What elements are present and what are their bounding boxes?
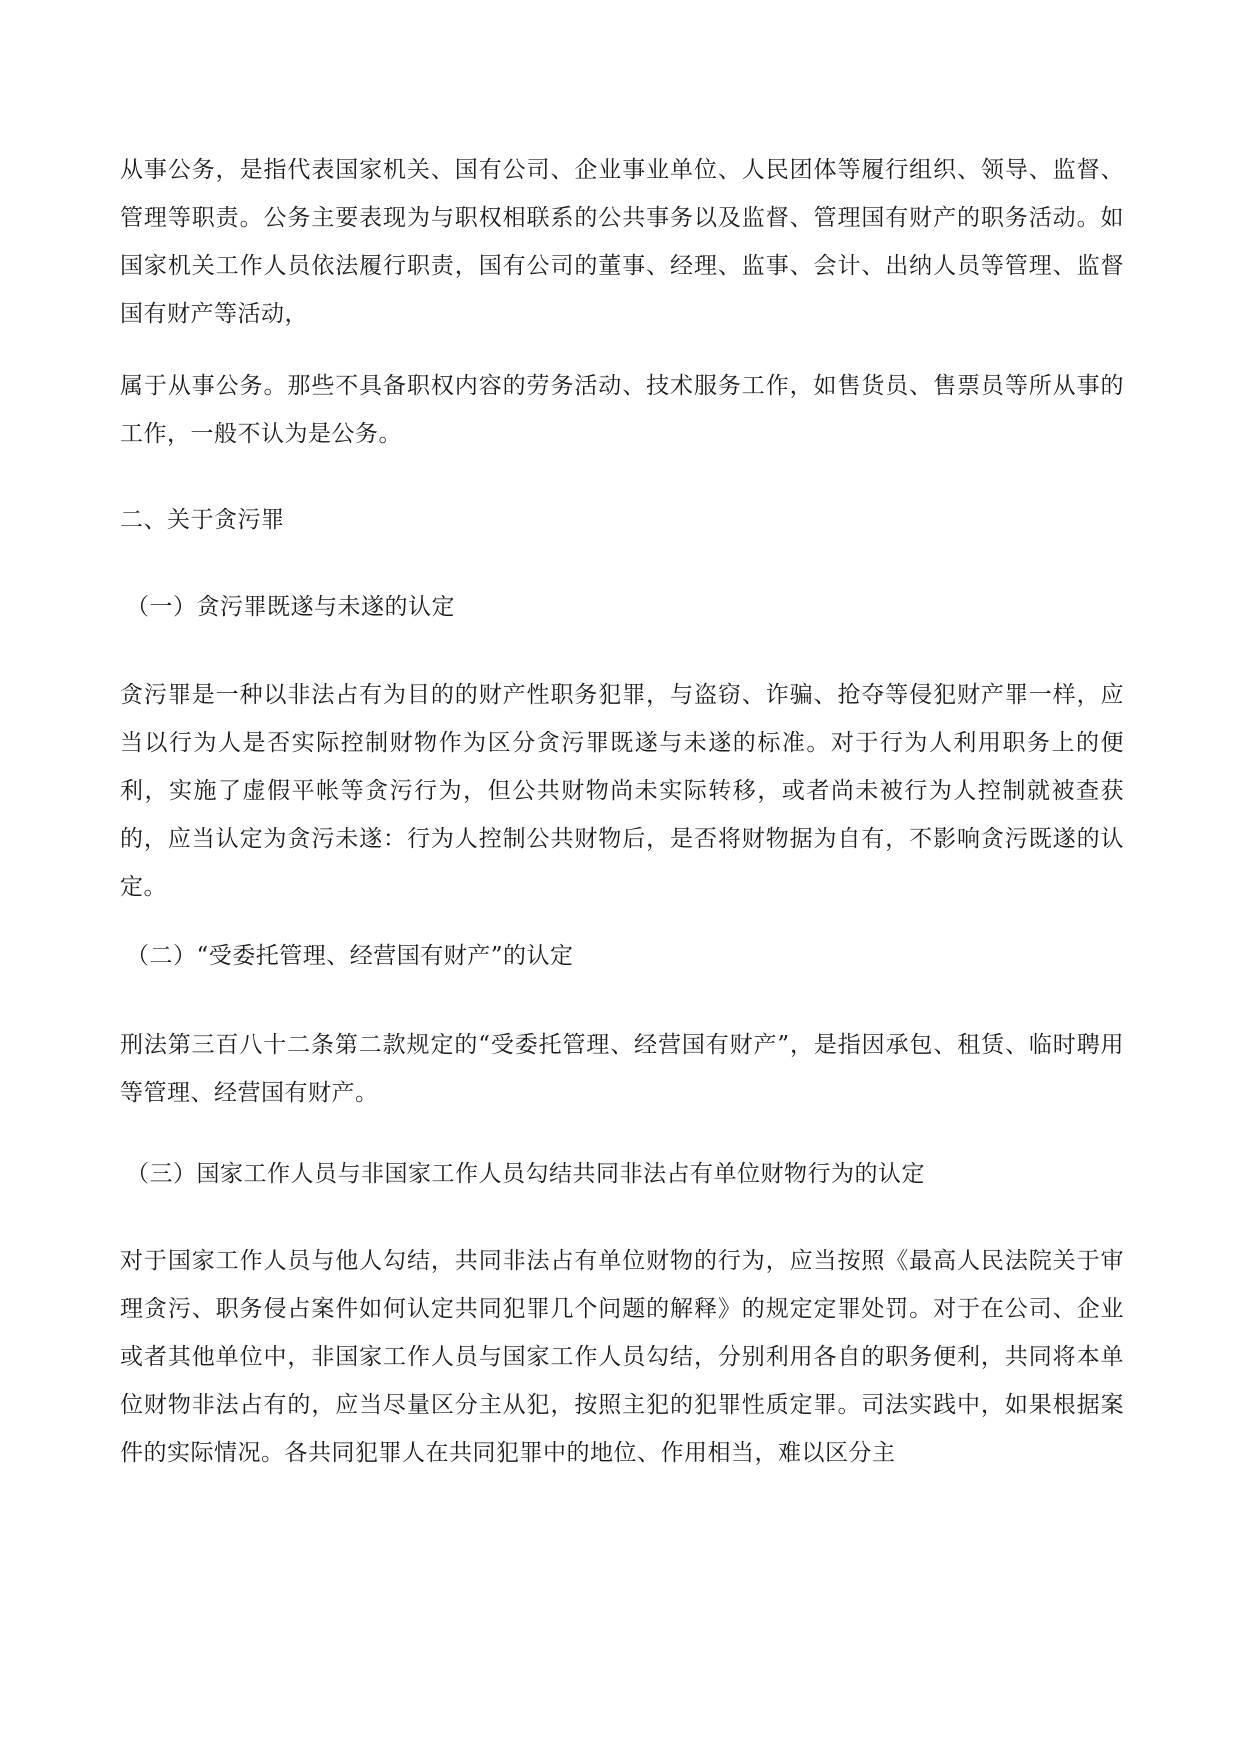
paragraph-collusion: 对于国家工作人员与他人勾结，共同非法占有单位财物的行为，应当按照《最高人民法院关于审理贪污、职务侵占案件如何认定共同犯罪几个问题的解释》的规定定罪处罚。对于在公司、企业或者其他单位中，非国家工作人员与国家工作人员勾结，分别利用各自的职务便利，共同将本单位财物非法占有的，应当尽量区分主从犯，按照主犯的犯罪性质定罪。司法实践中，如果根据案件的实际情况。各共同犯罪人在共同犯罪中的地位、作用相当，难以区分主 (120, 1248, 1124, 1466)
paragraph-public-duty-definition: 从事公务，是指代表国家机关、国有公司、企业事业单位、人民团体等履行组织、领导、监督、管理等职责。公务主要表现为与职权相联系的公共事务以及监督、管理国有财产的职务活动。如国家机关工作人员依法履行职责，国有公司的董事、经理、监事、会计、出纳人员等管理、监督国有财产等活动， (120, 157, 1124, 327)
paragraph-entrusted-management: 刑法第三百八十二条第二款规定的“受委托管理、经营国有财产”，是指因承包、租赁、临时聘用等管理、经营国有财产。 (120, 1032, 1124, 1106)
subsection-heading-entrusted-management: （二）“受委托管理、经营国有财产”的认定 (126, 943, 574, 969)
paragraph-public-duty-exclusion: 属于从事公务。那些不具备职权内容的劳务活动、技术服务工作，如售货员、售票员等所从事的工作，一般不认为是公务。 (120, 373, 1124, 447)
subsection-heading-collusion: （三）国家工作人员与非国家工作人员勾结共同非法占有单位财物行为的认定 (126, 1161, 925, 1187)
subsection-heading-completion: （一）贪污罪既遂与未遂的认定 (126, 594, 455, 620)
section-heading-embezzlement: 二、关于贪污罪 (120, 507, 285, 533)
paragraph-completion-standard: 贪污罪是一种以非法占有为目的的财产性职务犯罪，与盗窃、诈骗、抢夺等侵犯财产罪一样，应当以行为人是否实际控制财物作为区分贪污罪既遂与未遂的标准。对于行为人利用职务上的便利，实施了虚假平帐等贪污行为，但公共财物尚未实际转移，或者尚未被行为人控制就被查获的，应当认定为贪污未遂：行为人控制公共财物后，是否将财物据为自有，不影响贪污既遂的认定。 (120, 682, 1124, 900)
